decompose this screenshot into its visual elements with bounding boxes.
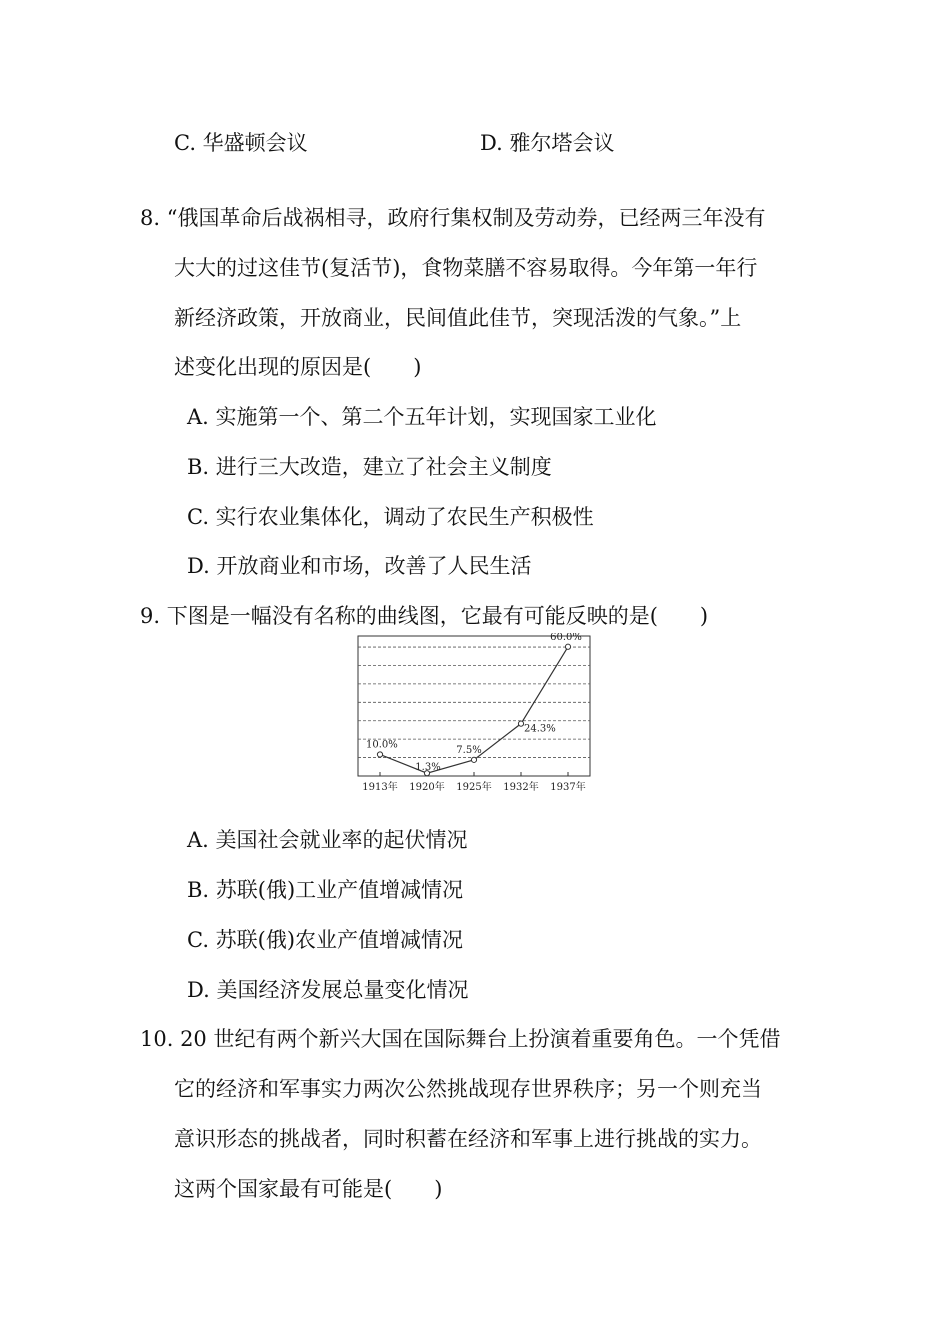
chart-x-tick-label: 1913年	[362, 782, 398, 793]
chart-data-label: 7.5%	[456, 744, 482, 756]
q10-stem-line-1: 10. 20 世纪有两个新兴大国在国际舞台上扮演着重要角色。一个凭借	[140, 1027, 781, 1051]
chart-point	[518, 721, 523, 726]
q7-option-c: C. 华盛顿会议	[174, 131, 308, 155]
q8-option-c: C. 实行农业集体化，调动了农民生产积极性	[187, 505, 594, 529]
q9-option-a: A. 美国社会就业率的起伏情况	[187, 828, 468, 852]
chart-x-tick-label: 1920年	[409, 782, 445, 793]
chart-x-tick-label: 1925年	[456, 782, 492, 793]
q9-stem: 9. 下图是一幅没有名称的曲线图，它最有可能反映的是( )	[140, 604, 709, 628]
chart-data-label: 24.3%	[524, 723, 556, 735]
q8-option-a: A. 实施第一个、第二个五年计划，实现国家工业化	[187, 405, 657, 429]
q9-option-b: B. 苏联(俄)工业产值增减情况	[187, 878, 464, 902]
q9-line-chart	[355, 633, 595, 798]
q8-stem-line-3: 新经济政策，开放商业，民间值此佳节，突现活泼的气象。”上	[174, 306, 742, 330]
q8-stem-line-1: 8. “俄国革命后战祸相寻，政府行集权制及劳动券，已经两三年没有	[140, 206, 766, 230]
q8-stem-line-2: 大大的过这佳节(复活节)，食物菜膳不容易取得。今年第一年行	[174, 256, 758, 280]
q7-option-d: D. 雅尔塔会议	[480, 131, 615, 155]
chart-data-label: 1.3%	[415, 762, 441, 774]
chart-point	[471, 757, 476, 762]
q9-option-d: D. 美国经济发展总量变化情况	[187, 978, 469, 1002]
q10-stem-line-3: 意识形态的挑战者，同时积蓄在经济和军事上进行挑战的实力。	[174, 1127, 762, 1151]
q8-option-d: D. 开放商业和市场，改善了人民生活	[187, 554, 532, 578]
chart-x-tick-label: 1937年	[550, 782, 586, 793]
q10-stem-line-2: 它的经济和军事实力两次公然挑战现存世界秩序；另一个则充当	[174, 1077, 762, 1101]
chart-data-label: 10.0%	[366, 739, 398, 751]
q8-stem-line-4: 述变化出现的原因是( )	[174, 355, 422, 379]
q10-stem-line-4: 这两个国家最有可能是( )	[174, 1177, 443, 1201]
q9-option-c: C. 苏联(俄)农业产值增减情况	[187, 928, 464, 952]
chart-point	[377, 752, 382, 757]
chart-x-tick-labels	[362, 780, 585, 793]
chart-x-tick-label: 1932年	[503, 782, 539, 793]
chart-point	[565, 644, 570, 649]
chart-data-label: 60.0%	[550, 633, 582, 643]
q8-option-b: B. 进行三大改造，建立了社会主义制度	[187, 455, 552, 479]
